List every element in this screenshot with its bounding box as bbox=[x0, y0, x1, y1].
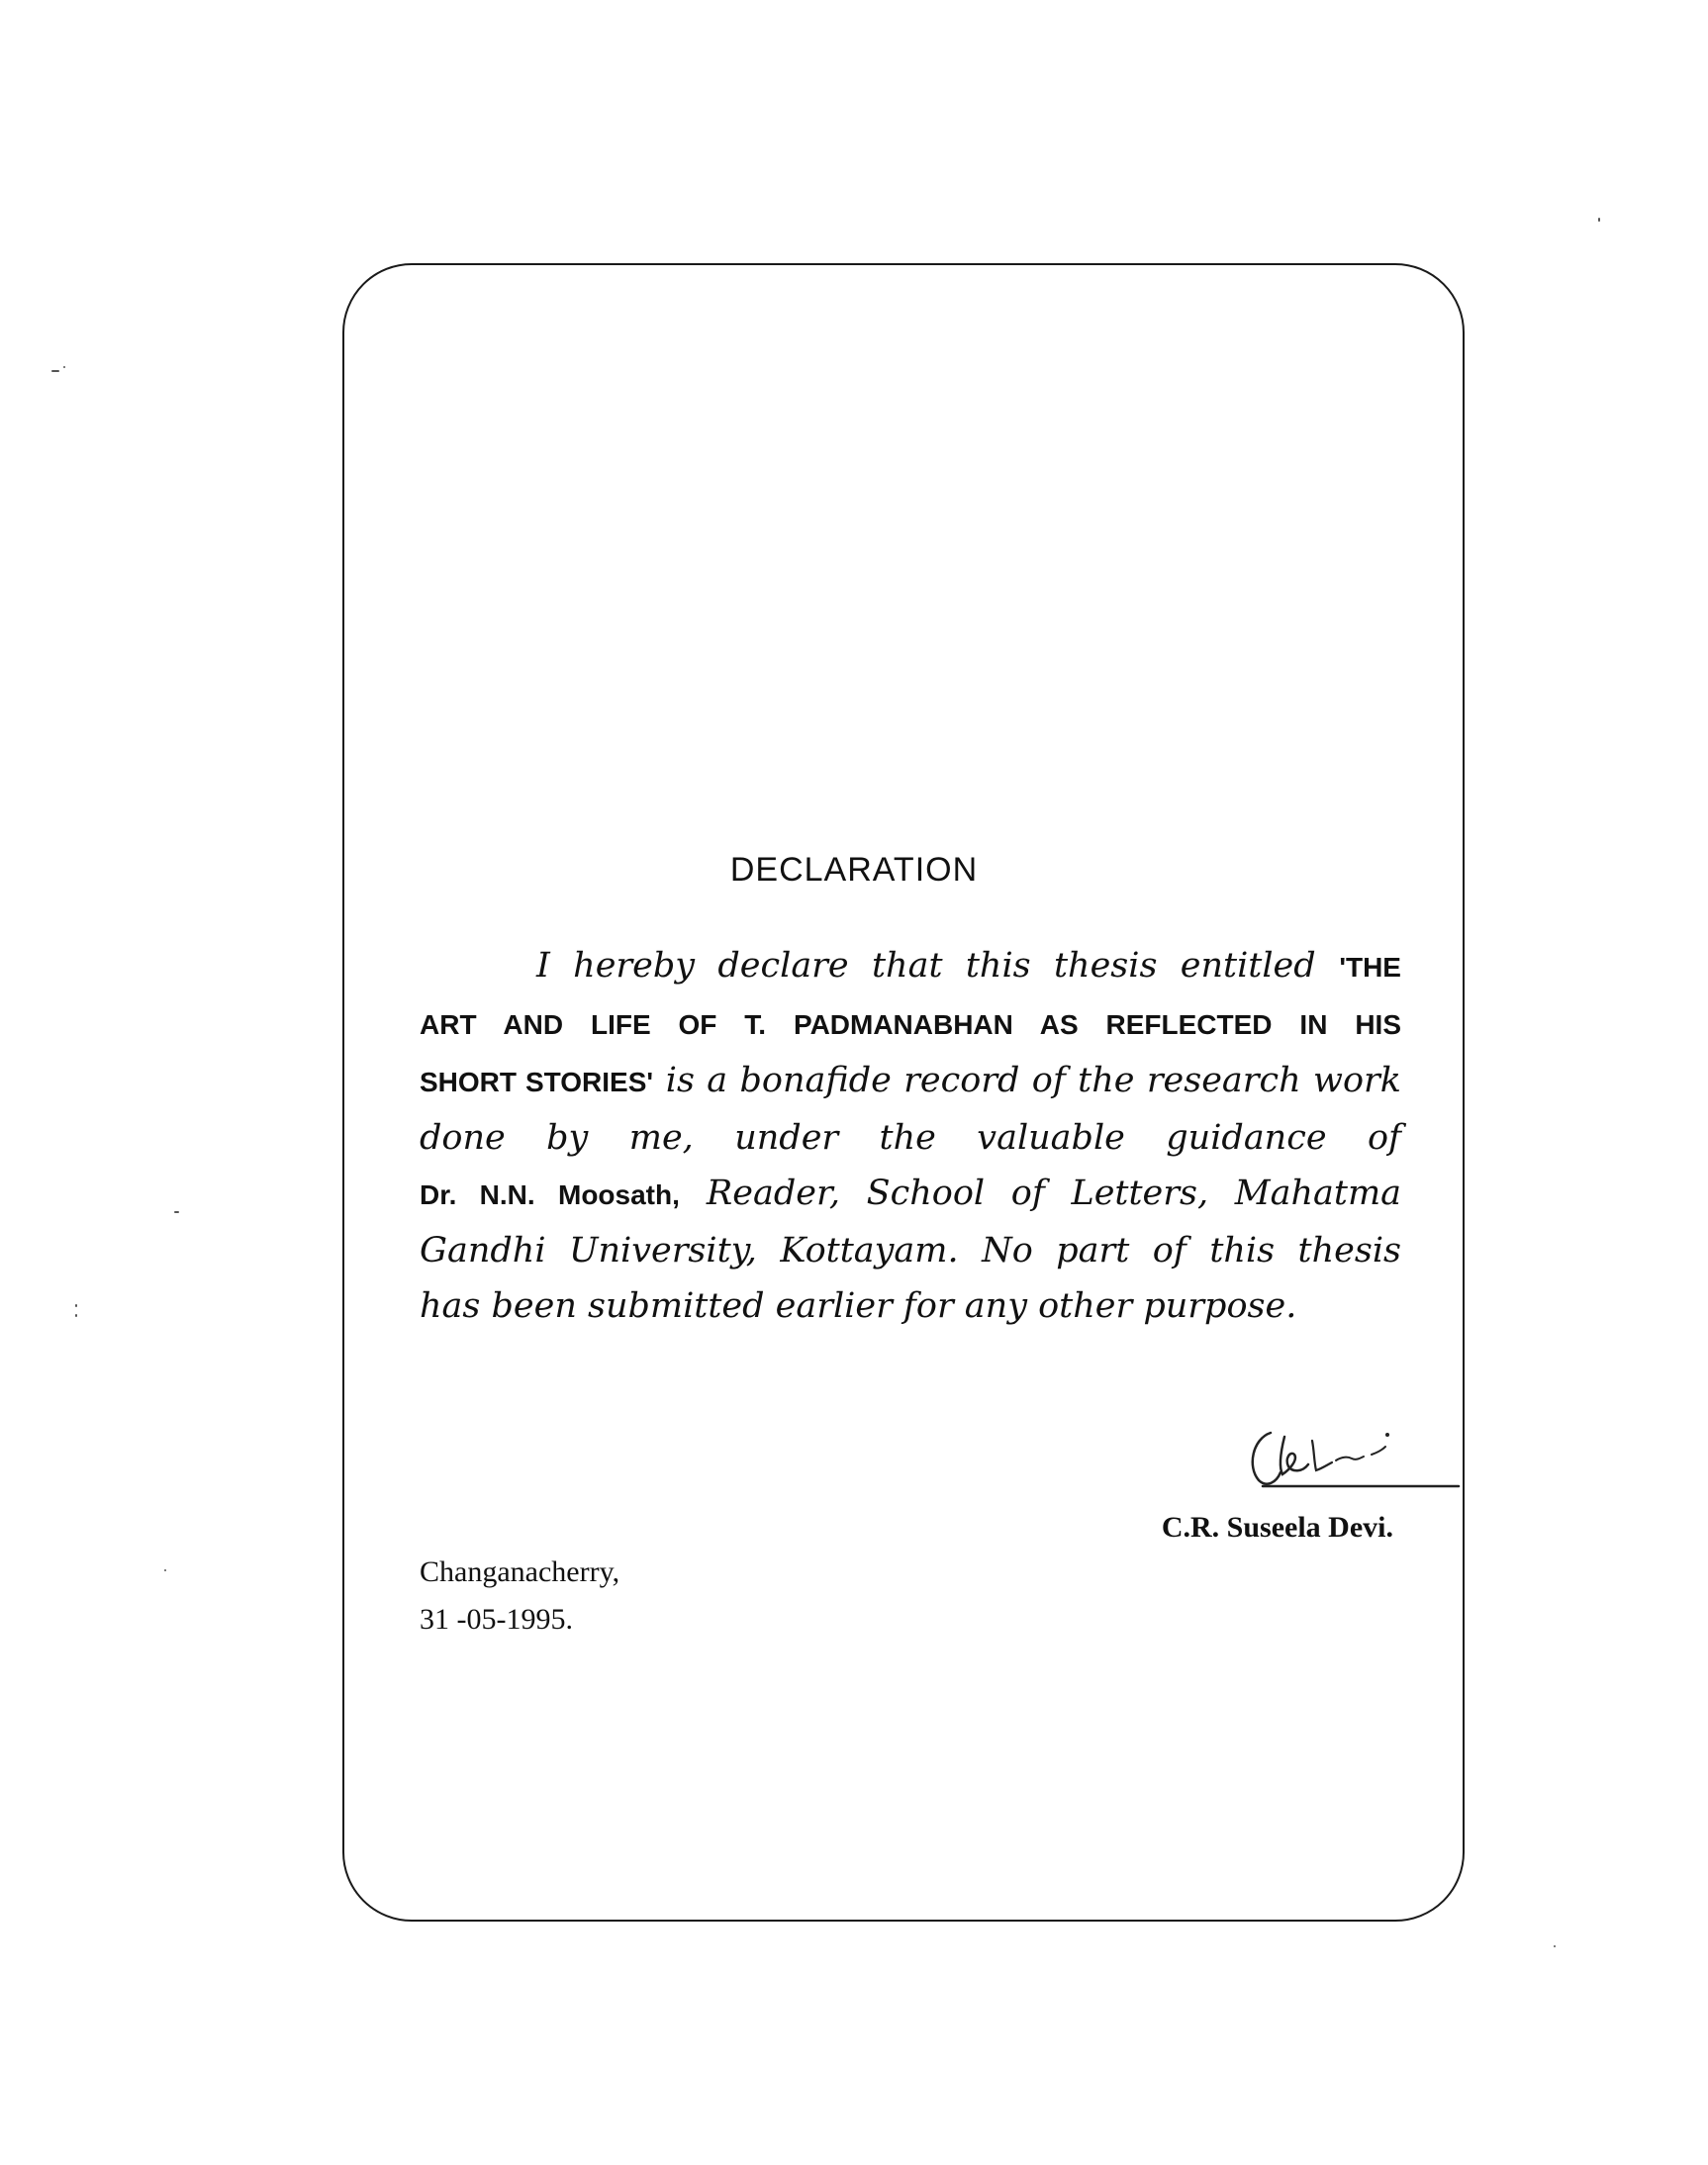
guide-name: Dr. N.N. Moosath, bbox=[420, 1179, 680, 1210]
declaration-line-5 bbox=[420, 1166, 1401, 1223]
declaration-text-script: done by me, under the valuable guidance of bbox=[420, 1118, 1401, 1158]
declaration-line-6 bbox=[420, 1223, 1401, 1278]
scan-speck bbox=[75, 1314, 77, 1317]
declaration-line-7 bbox=[420, 1278, 1401, 1334]
thesis-title-middle: ART AND LIFE OF T. PADMANABHAN AS REFLECTED IN HIS bbox=[420, 1009, 1401, 1040]
declaration-line-1 bbox=[420, 938, 1401, 995]
declaration-line-2 bbox=[420, 995, 1401, 1053]
scan-speck bbox=[1554, 1945, 1556, 1947]
handwritten-signature bbox=[1233, 1415, 1461, 1494]
declaration-text-script: has been submitted earlier for any other purpose. bbox=[420, 1286, 1297, 1326]
declaration-line-3 bbox=[420, 1053, 1401, 1110]
place-of-signing: Changanacherry, bbox=[420, 1555, 620, 1588]
date-of-signing: 31 -05-1995. bbox=[420, 1603, 573, 1636]
signer-name: C.R. Suseela Devi. bbox=[1161, 1511, 1393, 1544]
thesis-title-end: SHORT STORIES' bbox=[420, 1067, 654, 1097]
declaration-text-script: I hereby declare that this thesis entitled bbox=[536, 946, 1316, 986]
scan-speck bbox=[164, 1569, 166, 1571]
thesis-title-start: 'THE bbox=[1339, 952, 1401, 983]
page-title: DECLARATION bbox=[729, 851, 979, 889]
scan-speck bbox=[63, 366, 65, 368]
declaration-text-script: Reader, School of Letters, Mahatma bbox=[706, 1174, 1401, 1213]
scan-speck bbox=[51, 370, 59, 372]
scan-speck bbox=[75, 1304, 77, 1307]
declaration-text-script: is a bonafide record of the research work bbox=[665, 1061, 1401, 1100]
declaration-body bbox=[420, 938, 1401, 1334]
declaration-text-script: Gandhi University, Kottayam. No part of this thesis bbox=[420, 1231, 1401, 1271]
scan-speck bbox=[1598, 218, 1600, 222]
scan-speck bbox=[174, 1211, 179, 1213]
declaration-line-4 bbox=[420, 1110, 1401, 1166]
